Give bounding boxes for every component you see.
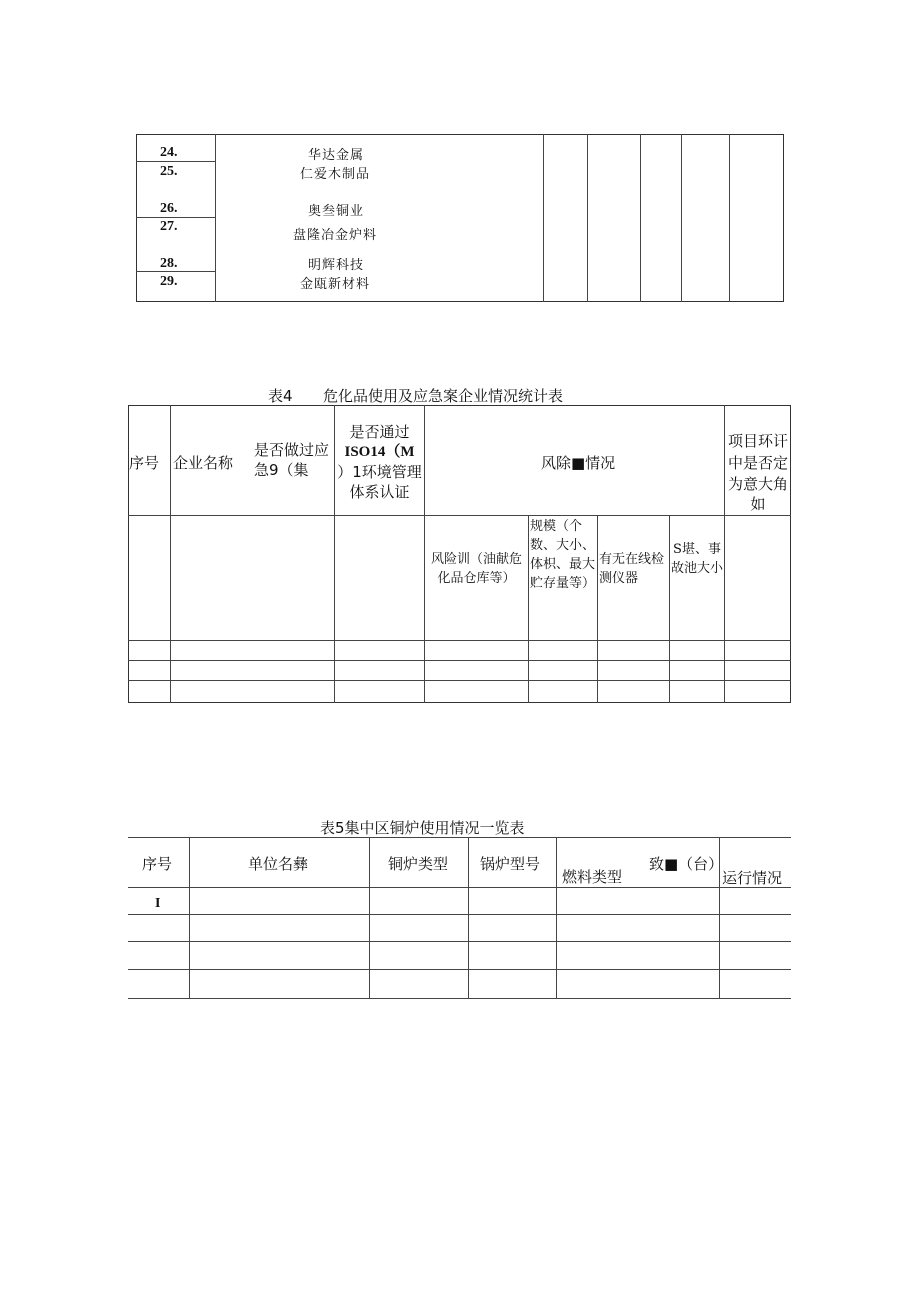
table4-title-prefix: 表4 bbox=[268, 387, 293, 405]
table5-row-line bbox=[128, 969, 791, 970]
table5-divider bbox=[468, 837, 469, 998]
table4-row-line bbox=[128, 660, 791, 661]
top-table-divider bbox=[640, 134, 641, 302]
row-number: 24. bbox=[160, 145, 178, 160]
table5-row-line bbox=[128, 941, 791, 942]
top-table-divider bbox=[681, 134, 682, 302]
company-name: 奥叁铜业 bbox=[308, 204, 365, 219]
table5-divider bbox=[369, 837, 370, 998]
subheader-risk-source: 风险训（油献危化品仓库等） bbox=[430, 552, 522, 586]
header-eia-line2: 中是否定 bbox=[727, 454, 788, 472]
header-iso-line2: ISO14（M bbox=[344, 444, 415, 460]
header-seq: 序号 bbox=[129, 454, 160, 472]
subheader-scale: 规模（个数、大小、体枳、最大贮存量等） bbox=[530, 519, 596, 591]
header-eia-line3: 为意大角 bbox=[727, 475, 788, 493]
top-table-row-line bbox=[136, 161, 215, 162]
top-table-divider bbox=[215, 134, 216, 302]
row-number: 26. bbox=[160, 201, 178, 216]
header-unit: 单位名彝 bbox=[248, 855, 309, 873]
table5-divider bbox=[556, 837, 557, 998]
table4-divider bbox=[424, 405, 425, 703]
header-company: 企业名称 bbox=[173, 454, 234, 472]
row-number: 27. bbox=[160, 219, 178, 234]
company-name: 华达金属 bbox=[308, 148, 365, 163]
table4-divider bbox=[669, 515, 670, 703]
table4-row-line bbox=[128, 515, 791, 516]
table5-row-line bbox=[128, 887, 791, 888]
header-iso-line3: ）1环境管理 bbox=[337, 463, 422, 481]
top-table-divider bbox=[587, 134, 588, 302]
header-iso-line4: 体系认证 bbox=[349, 483, 410, 501]
header-emergency: 是否做过应急9（集 bbox=[254, 441, 330, 479]
subheader-monitor: 有无在线检测仪器 bbox=[599, 552, 665, 586]
row-number: 29. bbox=[160, 274, 178, 289]
row-number: I bbox=[155, 896, 161, 911]
top-table-border bbox=[136, 134, 784, 302]
top-table-row-line bbox=[136, 217, 215, 218]
table5-row-line bbox=[128, 914, 791, 915]
company-name: 仁爱木制品 bbox=[300, 167, 371, 182]
top-table-divider bbox=[729, 134, 730, 302]
table5-title: 表5集中区铜炉使用情况一览表 bbox=[320, 819, 525, 837]
row-number: 28. bbox=[160, 256, 178, 271]
header-eia-line4: 如 bbox=[750, 495, 766, 513]
table5-divider bbox=[189, 837, 190, 998]
company-name: 金瓯新材料 bbox=[300, 277, 371, 292]
header-status: 运行情况 bbox=[722, 869, 783, 887]
header-risk: 风除■情况 bbox=[541, 454, 616, 472]
header-boiler-model: 锅炉型号 bbox=[480, 855, 541, 873]
company-name: 盘隆冶金炉料 bbox=[293, 228, 378, 243]
table4-row-line bbox=[128, 680, 791, 681]
table5-bottom-line bbox=[128, 998, 791, 999]
table4-divider bbox=[170, 405, 171, 703]
row-number: 25. bbox=[160, 164, 178, 179]
table4-row-line bbox=[128, 640, 791, 641]
header-eia-line1: 项目环讦 bbox=[727, 432, 788, 450]
header-fuel: 燃料类型 bbox=[562, 868, 623, 886]
top-table-divider bbox=[543, 134, 544, 302]
header-boiler-type: 铜炉类型 bbox=[388, 855, 449, 873]
table5-top-line bbox=[128, 837, 791, 838]
header-iso-line1: 是否通过 bbox=[349, 423, 410, 441]
table4-divider bbox=[597, 515, 598, 703]
table4-divider bbox=[528, 515, 529, 703]
company-name: 明辉科技 bbox=[308, 258, 365, 273]
header-seq: 序号 bbox=[142, 855, 173, 873]
header-count: 致■（台） bbox=[649, 855, 724, 873]
table4-title-text: 危化品使用及应急案企业情况统计表 bbox=[323, 387, 564, 405]
subheader-pool: S堪、事故池大小 bbox=[671, 542, 724, 576]
